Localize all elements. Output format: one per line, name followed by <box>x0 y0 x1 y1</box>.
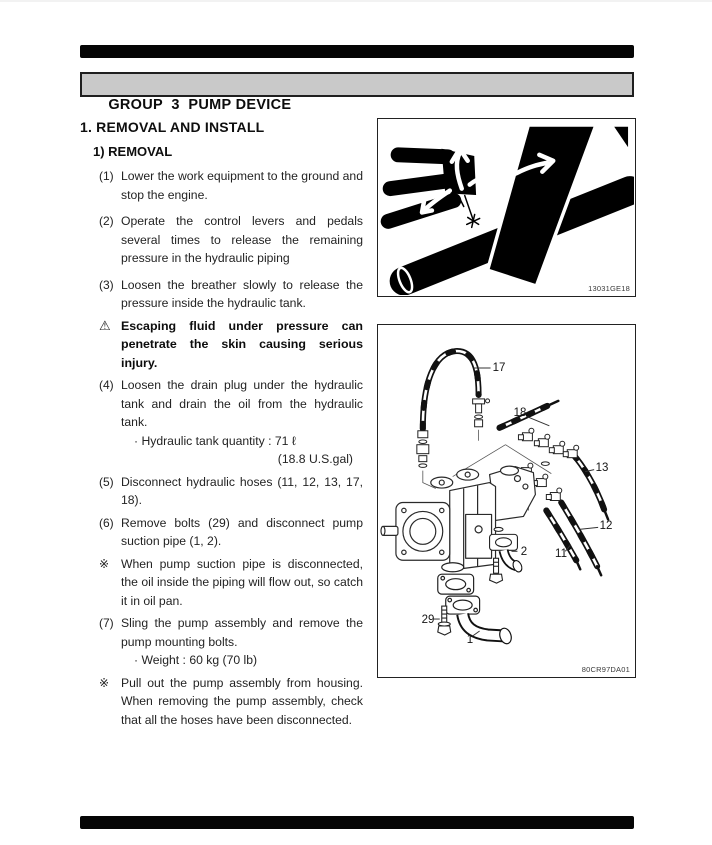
section-heading: 1. REMOVAL AND INSTALL <box>80 119 265 135</box>
note-text: Pull out the pump assembly from housing. When removing the pump assembly, check that all the hoses have been disconnected. <box>121 675 363 727</box>
warning-text: Escaping fluid under pressure can penetrate the skin causing serious injury. <box>121 318 363 370</box>
part-label-2: 2 <box>520 546 528 558</box>
part-label-1: 1 <box>466 634 474 646</box>
step-text: Remove bolts (29) and disconnect pump suction pipe (1, 2). <box>121 515 363 548</box>
escaping-fluid-hand-illustration <box>378 119 634 295</box>
figure2-caption: 80CR97DA01 <box>581 665 630 674</box>
step-number: (5) <box>99 474 114 489</box>
part-label-17: 17 <box>492 362 506 374</box>
part-label-18: 18 <box>513 407 527 419</box>
step-item <box>99 167 363 204</box>
step-number: (3) <box>99 277 114 292</box>
note-icon: ※ <box>99 675 110 690</box>
step-item <box>99 514 363 551</box>
part-label-29: 29 <box>421 614 435 626</box>
step-text: Loosen the drain plug under the hydraulic tank and drain the oil from the hydraulic tank. <box>121 378 363 429</box>
step-number: (2) <box>99 214 114 228</box>
step-item <box>99 212 363 268</box>
pump-exploded-diagram <box>378 325 634 676</box>
reference-note <box>99 555 363 611</box>
step-item <box>99 276 363 313</box>
step-bullet: · Hydraulic tank quantity : 71 ℓ <box>134 433 296 448</box>
step-text: Disconnect hydraulic hoses (11, 12, 13, 17, 18). <box>121 474 363 507</box>
part-label-12: 12 <box>599 520 613 532</box>
note-icon: ※ <box>99 556 110 571</box>
step-item <box>99 614 363 670</box>
figure-pump-diagram <box>377 324 636 678</box>
note-text: When pump suction pipe is disconnected, the oil inside the piping will flow out, so catch it in oil pan. <box>121 556 363 608</box>
step-bullet: · Weight : 60 kg (70 lb) <box>134 653 258 667</box>
step-number: (4) <box>99 378 114 392</box>
step-text: Loosen the breather slowly to release the pressure inside the hydraulic tank. <box>121 277 363 310</box>
warning-icon: ⚠ <box>99 317 111 333</box>
step-bullet-sub: (18.8 U.S.gal) <box>277 452 353 466</box>
step-text: Sling the pump assembly and remove the pump mounting bolts. <box>121 616 363 649</box>
step-number: (7) <box>99 616 114 630</box>
part-label-13: 13 <box>595 462 609 474</box>
subsection-heading: 1) REMOVAL <box>93 144 173 159</box>
page-bottom-rule <box>80 816 634 829</box>
reference-note <box>99 674 363 730</box>
instruction-list <box>99 167 363 733</box>
page-top-edge <box>0 0 712 2</box>
step-number: (1) <box>99 169 114 183</box>
figure1-caption: 13031GE18 <box>588 284 630 293</box>
group-header-title: GROUP 3 PUMP DEVICE <box>108 97 292 113</box>
page-top-rule <box>80 45 634 58</box>
step-number: (6) <box>99 515 114 530</box>
part-label-11: 11 <box>555 548 567 560</box>
step-item <box>99 376 363 469</box>
step-text: Lower the work equipment to the ground and stop the engine. <box>121 169 363 202</box>
step-item <box>99 473 363 510</box>
step-text: Operate the control levers and pedals several times to release the remaining pressure in the hydraulic piping <box>121 214 363 265</box>
figure-warning-pictogram <box>377 118 636 297</box>
group-header <box>80 72 634 113</box>
warning-note <box>99 317 363 373</box>
